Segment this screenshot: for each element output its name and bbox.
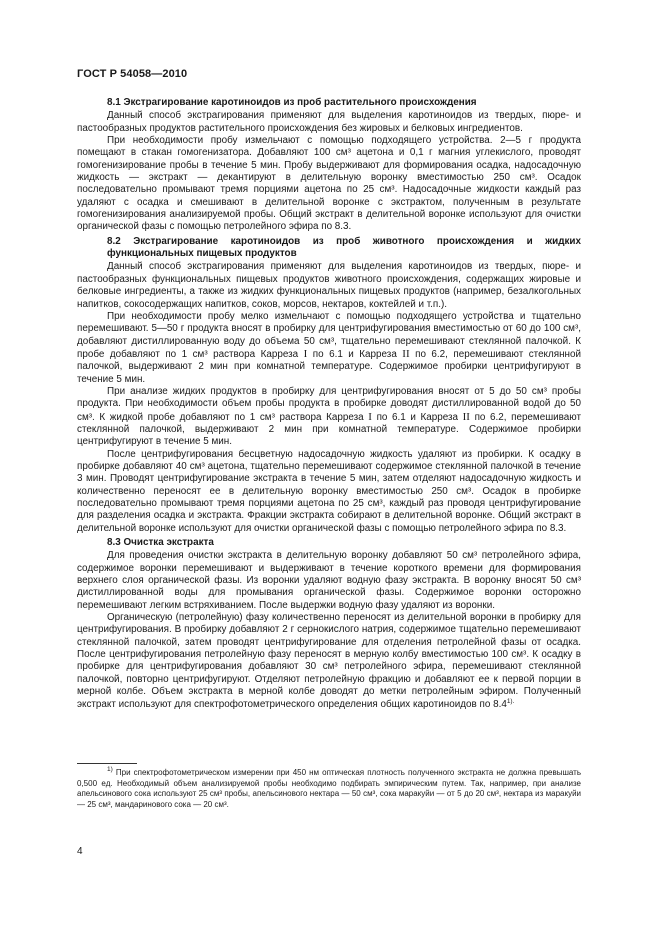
paragraph [77,386,581,449]
paragraph-text: по 6.1 и Карреза [371,411,463,423]
paragraph: При необходимости пробу измельчают с помощью подходящего устройства. 2—5 г продукта помещают в стакан гомогенизатора. Добавляют 100 см³ ацетона и 0,1 г магния углекислого, проводят гомогенизирование пробы в течение 5 мин. Пробу выдерживают для формирования осадка, надосадочную жидкость — экстракт — декантируют в делительную воронку вместимостью 250 см³. Осадок последовательно промывают тремя порциями ацетона по 25 см³. Надосадочные жидкости каждый раз удаляют с осадка и смешивают в делительной воронке с экстрактом, полученным в результате гомогенизирования анализируемой пробы. Общий экстракт в делительной воронке используют для очистки органической фазы с помощью петролейного эфира по 8.3. [77,135,581,233]
section-heading-8-1: 8.1 Экстрагирование каротиноидов из проб растительного происхождения [107,97,477,108]
footnote-text: При спектрофотометрическом измерении при 450 нм оптическая плотность полученного экстракта не должна превышать 0,500 ед. Необходимый объем анализируемой пробы необходимо подбирать эмпирическим путем. Так, например, при анализе апельсинового сока используют 25 см³ пробы, апельсинового нектара — 50 см³, сока маракуйи — от 5 до 20 см³, нектара из маракуйи — 25 см³, мандаринового сока — 20 см³. [77,768,581,809]
paragraph [77,311,581,386]
roman-numeral: II [402,347,410,360]
paragraph-text: Органическую (петролейную) фазу количественно переносят из делительной воронки в пробирку для центрифугирования. В пробирку добавляют 2 г сернокислого натрия, содержимое тщательно перемешивают стеклянной палочкой, затем проводят центрифугирование для отделения петролейной фазы от осадка. После центрифугирования петролейную фазу переносят в мерную колбу вместимостью 100 см³. К осадку в пробирке для центрифугирования добавляют 30 см³ петролейного эфира, перемешивают стеклянной палочкой, повторно центрифугируют. Отделяют петролейную фракцию и добавляют ее к первой порции в мерной колбе. Объем экстракта в мерной колбе доводят до метки петролейным эфиром. Полученный экстракт используют для спектрофотометрического определения общих каротиноидов по 8.4 [77,612,581,710]
paragraph-text: При анализе жидких продуктов в пробирку для центрифугирования вносят от 5 до 50 см³ пробы продукта. При необходимости объем пробы продукта в пробирке доводят дистиллированной водой до 50 см³. К жидкой пробе добавляют по 1 см³ раствора Карреза [77,385,581,423]
footnote [77,768,581,810]
section-heading-8-3: 8.3 Очистка экстракта [107,537,214,549]
document-body [77,97,581,711]
section-heading-8-2: 8.2 Экстрагирование каротиноидов из проб животного происхождения и жидких функциональных пищевых продуктов [107,235,581,260]
footnote-divider [77,763,137,764]
paragraph: Для проведения очистки экстракта в делительную воронку добавляют 50 см³ петролейного эфира, содержимое воронки перемешивают и выдерживают в течение короткого времени для формирования верхнего слоя органической фазы. Из воронки удаляют водную фазу экстракта. В воронку вносят 50 см³ дистиллированной воды для промывания органической фазы. Содержимое воронки осторожно перемешивают легким встряхиванием. После выдержки водную фазу удаляют из воронки. [77,550,581,611]
paragraph: Данный способ экстрагирования применяют для выделения каротиноидов из твердых, пюре- и пастообразных функциональных пищевых продуктов животного происхождения, содержащих жировые и белковые ингредиенты, а также из жидких функциональных пищевых продуктов (например, безалкогольных напитков, сокосодержащих напитков, соков, морсов, нектаров, коктейлей и т.п.). [77,261,581,310]
document-header: ГОСТ Р 54058—2010 [77,68,188,80]
paragraph-text: по 6.2, перемешивают стеклянной палочкой, выдерживают 2 мин при комнатной температуре. Содержимое пробирки центрифугируют в течение 5 мин. [77,411,581,448]
page-number: 4 [77,846,83,857]
paragraph-text: При необходимости пробу мелко измельчают с помощью подходящего устройства и тщательно перемешивают. 5—50 г продукта вносят в пробирку для центрифугирования вместимостью от 60 до 100 см³, добавляют дистиллированную воду до объема 50 см³, тщательно перемешивают стеклянной палочкой. К пробе добавляют по 1 см³ раствора Карреза [77,310,581,360]
footnote-marker: 1) [107,766,113,773]
roman-numeral: I [303,347,308,360]
paragraph: После центрифугирования бесцветную надосадочную жидкость удаляют из пробирки. К осадку в пробирке добавляют 40 см³ ацетона, тщательно перемешивают содержимое стеклянной палочкой в течение 3 мин. Проводят центрифугирование экстракта в течение 5 мин, затем отделяют надосадочную жидкость и количественно переносят ее в делительную воронку вместимостью 250 см³. Осадок в пробирке последовательно промывают тремя порциями ацетона по 25 см³, каждый раз проводя центрифугирование для разделения осадка и экстракта. Фракции экстракта собирают в делительной воронке. Общий экстракт в делительной воронке используют для очистки органической фазы с помощью петролейного эфира по 8.3. [77,448,581,534]
footnote-reference: 1). [506,697,515,705]
paragraph [77,612,581,711]
paragraph-text: по 6.2, перемешивают стеклянной палочкой, выдерживают 2 мин при комнатной температуре. Содержимое пробирки центрифугируют в течение 5 мин. [77,348,582,385]
paragraph: Данный способ экстрагирования применяют для выделения каротиноидов из твердых, пюре- и пастообразных продуктов растительного происхождения без жировых и белковых ингредиентов. [77,110,581,134]
roman-numeral: II [462,410,470,423]
roman-numeral: I [368,410,372,423]
paragraph-text: по 6.1 и Карреза [307,348,403,360]
